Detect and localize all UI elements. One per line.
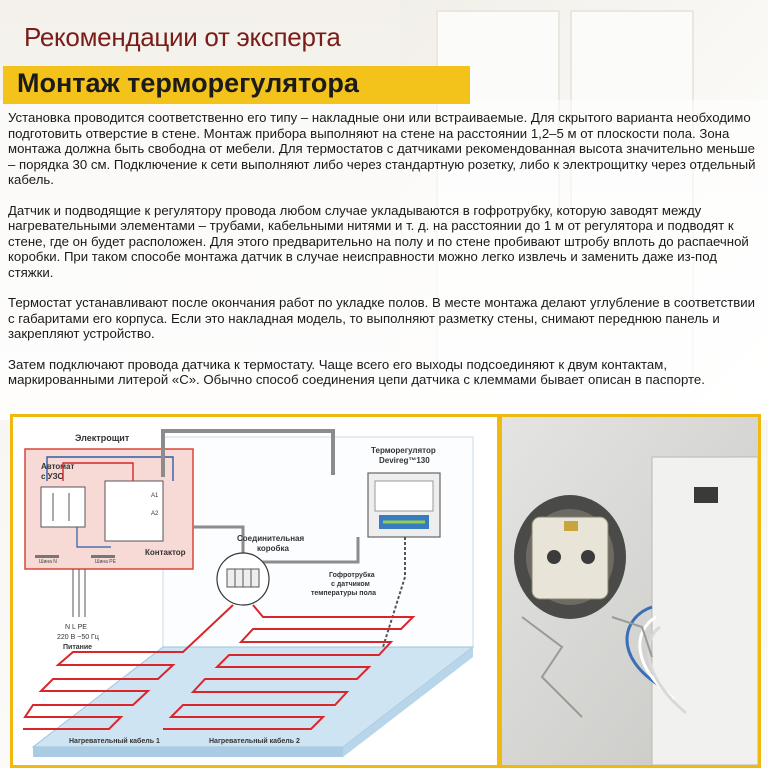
junction-label-2: коробка	[257, 544, 289, 553]
conduit-label-1: Гофротрубка	[329, 572, 375, 579]
panel-label: Электрощит	[75, 433, 130, 443]
paragraph-2: Датчик и подводящие к регулятору провода любом случае укладываются в гофротрубку, которую заводят между нагревательными элементами – трубами, кабельными нитями и т. д. на расстоянии до 1 м от регулятора и подводят к стене, где он будет расположен. Для этого предварительно на полу и по стене пробивают штробу вплоть до распаечной коробки. При таком способе монтажа датчик в случае неисправности можно легко извлечь и заменить даже из-под стяжки.	[8, 202, 749, 280]
socket-photo-svg	[502, 417, 758, 765]
banner-title: Монтаж терморегулятора	[17, 68, 359, 98]
bus-n-label: Шина N	[39, 559, 57, 565]
conduit-label-3: температуры пола	[311, 590, 376, 597]
paragraph-1: Установка проводится соответственно его типу – накладные они или встраиваемые. Для скрытого варианта необходимо подготовить отверстие в стене. Монтаж прибора выполняют на стене на расстоянии 1,2–5 м от плоскости пола. Зона монтажа должна быть свободна от мебели. Для термостатов с датчиками рекомендованная высота значительно меньше – порядка 30 см. Подключение к сети выполняют либо через стандартную розетку, либо к электрощитку через отдельный кабель.	[8, 110, 756, 187]
wiring-diagram-svg	[13, 417, 497, 765]
breaker-label-1: Автомат	[41, 462, 75, 471]
paragraph-3: Термостат устанавливают после окончания работ по укладке полов. В месте монтажа делают углубление в соответствии с габаритами его корпуса. Если это накладная модель, то выполняют разметку стены, снимают переднюю панель и закрепляют устройство.	[8, 295, 756, 341]
thermostat-label-1: Терморегулятор	[371, 446, 436, 455]
thermostat-label-2: Devireg™130	[379, 456, 430, 465]
wiring-diagram	[10, 414, 500, 768]
supply-label: Питание	[63, 644, 93, 651]
breaker	[41, 487, 85, 527]
terminal-a1: A1	[151, 493, 159, 499]
breaker-label-2: с УЗО	[41, 472, 64, 481]
supply-voltage: 220 В ~50 Гц	[57, 634, 99, 641]
cable1-label: Нагревательный кабель 1	[69, 738, 160, 745]
contactor-label: Контактор	[145, 548, 186, 557]
wall-panel	[652, 457, 758, 765]
paragraph-4: Затем подключают провода датчика к термостату. Чаще всего его выходы подсоединяют к двум контактам, маркированными литерой «С». Обычно способ соединения цепи датчика с клеммами бывает описан в паспорте.	[8, 356, 705, 387]
terminal-a2: A2	[151, 511, 159, 517]
floor-slab	[33, 647, 473, 747]
expert-title: Рекомендации от эксперта	[24, 22, 341, 52]
conduit-label-2: с датчиком	[331, 581, 370, 588]
junction-label-1: Соединительная	[237, 534, 305, 543]
article-body	[8, 110, 763, 403]
bus-pe-label: Шина PE	[95, 559, 116, 565]
supply-phase: N L PE	[65, 624, 87, 631]
socket-photo	[499, 414, 761, 768]
cable2-label: Нагревательный кабель 2	[209, 738, 300, 745]
